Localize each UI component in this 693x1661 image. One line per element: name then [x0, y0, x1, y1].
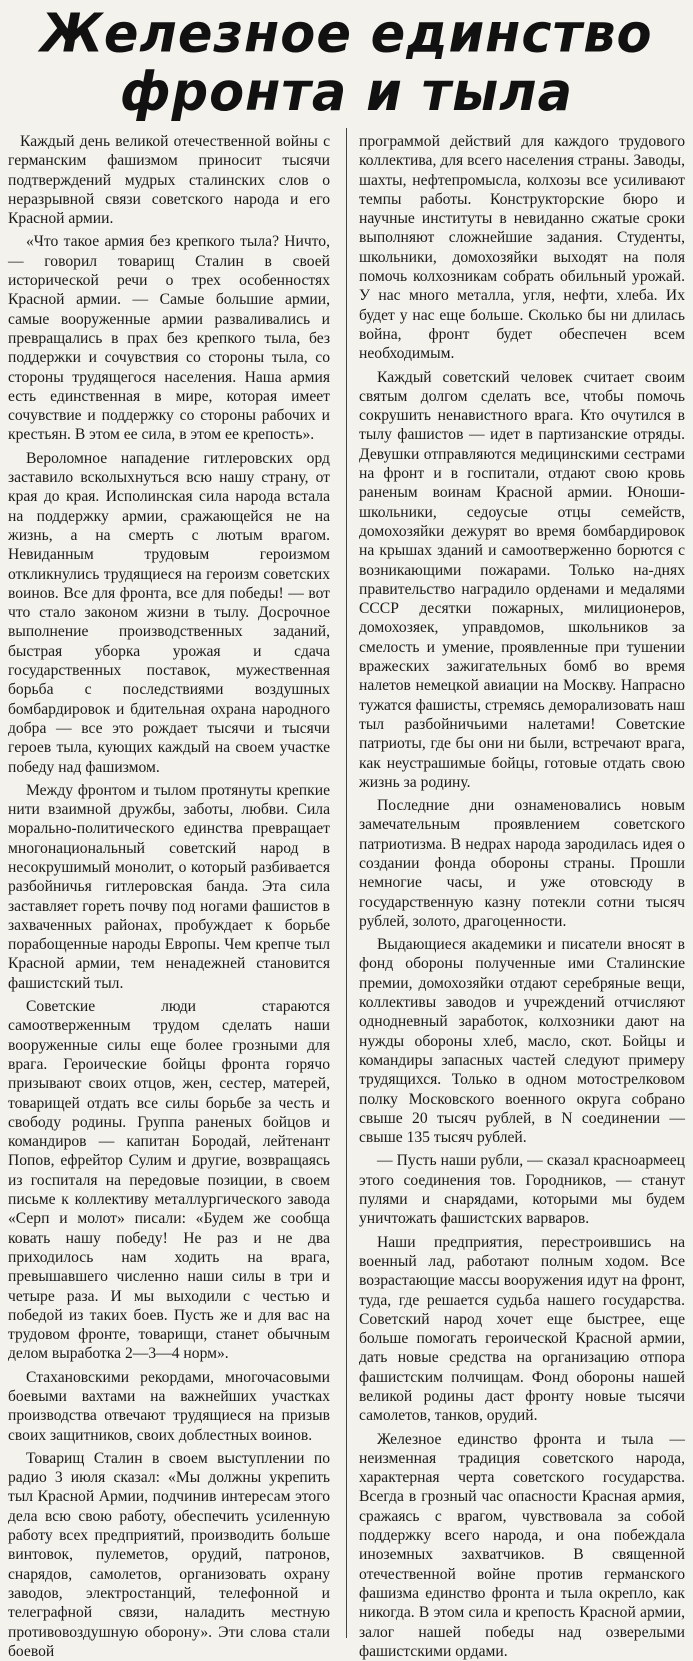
- paragraph: Товарищ Сталин в своем выступлении по радио 3 июля сказал: «Мы должны укрепить тыл Красной Армии, подчинив интересам этого дела всю свою работу, обеспечить усиленную работу всех предприятий, производить больше винтовок, пулеметов, орудий, патронов, снарядов, самолетов, организовать охрану заводов, электростанций, телефонной и телеграфной связи, наладить местную противовоздушную оборону». Эти слова стали боевой: [8, 1449, 330, 1660]
- paragraph: «Что такое армия без крепкого тыла? Ничто, — говорил товарищ Сталин в своей исторической речи о трех особенностях Красной армии. — Самые большие армии, самые вооруженные армии разваливались и превращались в прах без крепкого тыла, без поддержки и сочувствия со стороны тыла, со стороны трудящегося населения. Наша армия есть единственная в мире, которая имеет сочувствие и поддержку со стороны рабочих и крестьян. В этом ее сила, в этом ее крепость».: [8, 233, 330, 444]
- headline-line-2: фронта и тыла: [119, 61, 574, 124]
- right-column: [359, 132, 685, 1660]
- paragraph: Советские люди стараются самоотверженным трудом сделать наши вооруженные силы еще более грозными для врага. Героические бойцы фронта горячо призывают своих отцов, жен, сестер, матерей, товарищей отдать все силы борьбе за честь и свободу родины. Группа раненых бойцов и командиров — капитан Бородай, лейтенант Попов, ефрейтор Сулим и другие, возвращаясь из госпиталя на передовые позиции, в своем письме к коллективу металлургического завода «Серп и молот» писали: «Будем же сообща ковать нашу победу! Не раз и не два приходилось нам ходить на врага, превышавшего численно наши силы в три и четыре раза. И мы выходили с честью и победой из таких боев. Пусть же и для вас на трудовом фронте, товарищи, станет обычным делом выработка 2—3—4 норм».: [8, 998, 330, 1363]
- paragraph: Между фронтом и тылом протянуты крепкие нити взаимной дружбы, заботы, любви. Сила морально-политического единства превращает многонациональный советский народ в несокрушимый монолит, о который разбивается разбойничья гитлеровская банда. Эта сила заставляет гореть почву под ногами фашистов в захваченных районах, пробуждает к борьбе порабощенные народы Европы. Чем крепче тыл Красной армии, тем ненадежней становится фашистский тыл.: [8, 781, 330, 992]
- paragraph: Последние дни ознаменовались новым замечательным проявлением советского патриотизма. В недрах народа зародилась идея о создании фонда обороны страны. Прошли немногие часы, и уже отовсюду в государственную казну потекли сотни тысяч рублей, золото, драгоценности.: [359, 797, 685, 930]
- paragraph: Железное единство фронта и тыла — неизменная традиция советского народа, характерная черта советского государства. Всегда в грозный час опасности Красная армия, сражаясь с врагом, чувствовала за собой поддержку всего народа, и она побеждала иноземных захватчиков. В священной отечественной войне против германского фашизма единство фронта и тыла окрепло, как никогда. В этом сила и крепость Красной армии, залог нашей победы над озверелыми фашистскими ордами.: [359, 1430, 685, 1660]
- paragraph: Вероломное нападение гитлеровских орд заставило всколыхнуться всю нашу страну, от края до края. Исполинская сила народа встала на поддержку армии, сражающейся не на жизнь, а на смерть с лютым врагом. Невиданным трудовым героизмом откликнулись трудящиеся на героизм советских воинов. Все для фронта, все для победы! — вот что стало законом жизни в тылу. Досрочное выполнение производственных заданий, быстрая уборка урожая и сдача государственных поставок, мужественная борьба с последствиями воздушных бомбардировок и бдительная охрана народного добра — все это рождает тысячи и тысячи героев тыла, кующих каждый на своем участке победу над фашизмом.: [8, 449, 330, 776]
- paragraph: Каждый день великой отечественной войны с германским фашизмом приносит тысячи подтверждений мудрых сталинских слов о неразрывной связи советского народа и его Красной армии.: [8, 133, 330, 228]
- paragraph: Выдающиеся академики и писатели вносят в фонд обороны полученные ими Сталинские премии, домохозяйки отдают серебряные вещи, коллективы заводов и учреждений отчисляют однодневный заработок, колхозники дают на нужды обороны хлеб, масло, скот. Бойцы и командиры запасных частей следуют примеру трудящихся. Только в одном мотострелковом полку Московского военного округа собрано свыше 20 тысяч рублей, в N соединении — свыше 135 тысяч рублей.: [359, 936, 685, 1147]
- left-column: [8, 132, 330, 1660]
- paragraph: программой действий для каждого трудового коллектива, для всего населения страны. Заводы, шахты, нефтепромысла, колхозы все усиливают темпы работы. Конструкторские бюро и научные институты в невиданно сжатые сроки выполняют сложнейшие задания. Студенты, школьники, домохозяйки выходят на поля помочь колхозникам собрать обильный урожай. У нас много металла, угля, нефти, хлеба. Их будет у нас еще больше. Сколько бы ни длилась война, фронт будет обеспечен всем необходимым.: [359, 133, 685, 363]
- article-headline: [0, 5, 693, 123]
- paragraph: Каждый советский человек считает своим святым долгом сделать все, чтобы помочь сокрушить ненавистного врага. Кто очутился в тылу фашистов — идет в партизанские отряды. Девушки отправляются медицинскими сестрами на фронт и в госпитали, отдают свою кровь раненым воинам Красной армии. Юноши-школьники, седоусые отцы семейств, домохозяйки дежурят во время бомбардировок на крышах зданий и самоотверженно борются с возникающими пожарами. Только на-днях правительство наградило орденами и медалями СССР десятки пожарных, милиционеров, домохозяек, управдомов, школьников за смелость и умение, проявленные при тушении вражеских зажигательных бомб во время налетов немецкой авиации на Москву. Напрасно тужатся фашисты, стремясь деморализовать наш тыл разбойничьими налетами! Советские патриоты, где бы они ни были, встречают врага, как неустрашимые бойцы, готовые отдать свою жизнь за родину.: [359, 368, 685, 791]
- paragraph: Наши предприятия, перестроившись на военный лад, работают полным ходом. Все возрастающие массы вооружения идут на фронт, туда, где решается судьба нашего государства. Советский народ хочет еще быстрее, еще больше помогать героической Красной армии, дать новые средства на организацию отпора фашистским полчищам. Фонд обороны нашей великой родины даст фронту новые тысячи самолетов, танков, орудий.: [359, 1233, 685, 1425]
- paragraph: — Пусть наши рубли, — сказал красноармеец этого соединения тов. Городников, — станут пулями и снарядами, которыми мы будем уничтожать фашистских варваров.: [359, 1152, 685, 1228]
- column-divider: [346, 128, 347, 1638]
- headline-line-1: Железное единство: [40, 3, 653, 66]
- paragraph: Стахановскими рекордами, многочасовыми боевыми вахтами на важнейших участках производства отвечают трудящиеся на призыв своих защитников, своих доблестных воинов.: [8, 1368, 330, 1444]
